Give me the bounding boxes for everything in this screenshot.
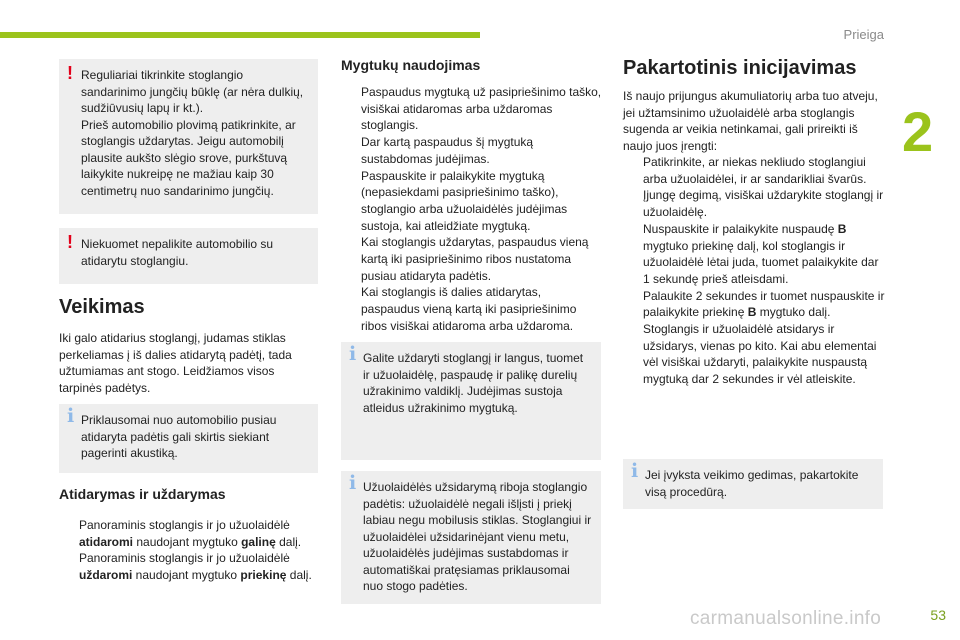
- info-text: Galite uždaryti stoglangį ir langus, tuomet ir užuolaidėlę, paspaudę ir palikę durelių užrakinimo valdiklį. Judėjimas sustoja atleidus užrakinimo mygtuką.: [363, 351, 584, 415]
- list-item: Palaukite 2 sekundes ir tuomet nuspauskite ir palaikykite priekinę B mygtuko dalį. Stoglangis ir užuolaidėlė atsidarys ir užsidarys, vienas po kito. Kai abu elementai vėl visiškai uždaryti, palaikykite nuspaustą mygtuką dar 2 sekundes ir vėl atleiskite.: [643, 288, 885, 387]
- info-icon: i: [631, 460, 639, 482]
- info-icon: i: [349, 472, 357, 494]
- list-item: Paspauskite ir palaikykite mygtuką (nepasiekdami pasipriešinimo taško), stoglangio arba užuolaidėlės judėjimas sustoja, kai atleidžiate mygtuką.: [361, 168, 568, 233]
- button-usage-list: [341, 84, 603, 335]
- info-text: Jei įvyksta veikimo gedimas, pakartokite visą procedūrą.: [645, 468, 859, 499]
- info-icon: i: [67, 405, 75, 427]
- warning-icon: !: [67, 63, 73, 83]
- warning-text: Reguliariai tikrinkite stoglangio sandarinimo jungčių būklę (ar nėra dulkių, sudžiūvusių lapų ir kt.). Prieš automobilio plovimą patikrinkite, ar stoglangis uždarytas. Jeigu automobilį plausite aukšto slėgio srove, purkštuvą laikykite nukreipę ne mažiau kaip 30 centimetrų nuo sandarinimo jungčių.: [81, 68, 304, 198]
- chapter-number: 2: [902, 100, 934, 163]
- section-title-veikimas: Veikimas: [59, 296, 145, 318]
- info-text: Užuolaidėlės užsidarymą riboja stoglangio padėtis: užuolaidėlė negali išlįsti į priekį labiau negu mobilusis stiklas. Stoglangiui ir užuolaidėlei užsidarinėjant vienu metu, užuolaidėlės judėjimas sustabdomas ir automatiškai pratęsiamas priklausomai nuo stogo padėties.: [363, 480, 592, 593]
- open-close-list: [59, 517, 321, 584]
- paragraph-veikimas: Iki galo atidarius stoglangį, judamas stiklas perkeliamas į iš dalies atidarytą padėtį, tada užtumiamas ant stogo. Leidžiamos visos tarpinės padėtys.: [59, 331, 292, 396]
- list-item: Kai stoglangis uždarytas, paspaudus vieną kartą iki pasipriešinimo ribos nustatoma pusiau atidaryta padėtis.: [361, 235, 589, 283]
- info-box-blind-limit: [341, 471, 601, 604]
- warning-box-open-roof: [59, 228, 318, 284]
- warning-text: Niekuomet nepalikite automobilio su atidarytu stoglangiu.: [81, 237, 274, 268]
- paragraph-reinit: Iš naujo prijungus akumuliatorių arba tuo atveju, jei užtamsinimo užuolaidėlė arba stoglangis sugenda ar veikia netinkamai, gali prireikti iš naujo juos įrengti:: [623, 89, 878, 154]
- info-box-remote-close: [341, 342, 601, 460]
- info-box-fault: [623, 459, 883, 509]
- watermark: carmanualsonline.info: [690, 608, 882, 629]
- list-item: Panoraminis stoglangis ir jo užuolaidėlė uždaromi naudojant mygtuko priekinę dalį.: [79, 551, 312, 583]
- section-header: Prieiga: [843, 27, 884, 42]
- section-title-reinit: Pakartotinis inicijavimas: [623, 57, 857, 79]
- info-box-acoustics: [59, 404, 318, 473]
- reinit-steps-list: [623, 154, 885, 388]
- warning-icon: !: [67, 232, 73, 252]
- info-icon: i: [349, 343, 357, 365]
- section-title-buttons: Mygtukų naudojimas: [341, 57, 481, 73]
- list-item: Įjungę degimą, visiškai uždarykite stoglangį ir užuolaidėlę.: [643, 188, 884, 220]
- list-item: Panoraminis stoglangis ir jo užuolaidėlė atidaromi naudojant mygtuko galinę dalį.: [79, 518, 302, 549]
- list-item: Kai stoglangis iš dalies atidarytas, paspaudus vieną kartą iki pasipriešinimo ribos visiškai atidaroma arba uždaroma.: [361, 285, 577, 333]
- warning-box-seals: [59, 59, 318, 214]
- subheading-open-close: Atidarymas ir uždarymas: [59, 486, 226, 502]
- list-item: Patikrinkite, ar niekas nekliudo stoglangiui arba užuolaidėlei, ir ar sandarikliai švarūs.: [643, 155, 867, 186]
- list-item: Paspaudus mygtuką už pasipriešinimo taško, visiškai atidaromas arba uždaromas stoglangis.: [361, 85, 602, 133]
- top-accent-bar: [0, 32, 480, 38]
- list-item: Nuspauskite ir palaikykite nuspaudę B mygtuko priekinę dalį, kol stoglangis ir užuolaidėlė lėtai juda, tuomet palaikykite dar 1 sekundę prieš atleisdami.: [643, 221, 879, 286]
- list-item: Dar kartą paspaudus šį mygtuką sustabdomas judėjimas.: [361, 135, 534, 166]
- info-text: Priklausomai nuo automobilio pusiau atidaryta padėtis gali skirtis siekiant pagerinti akustiką.: [81, 413, 277, 460]
- page-number: 53: [930, 607, 946, 623]
